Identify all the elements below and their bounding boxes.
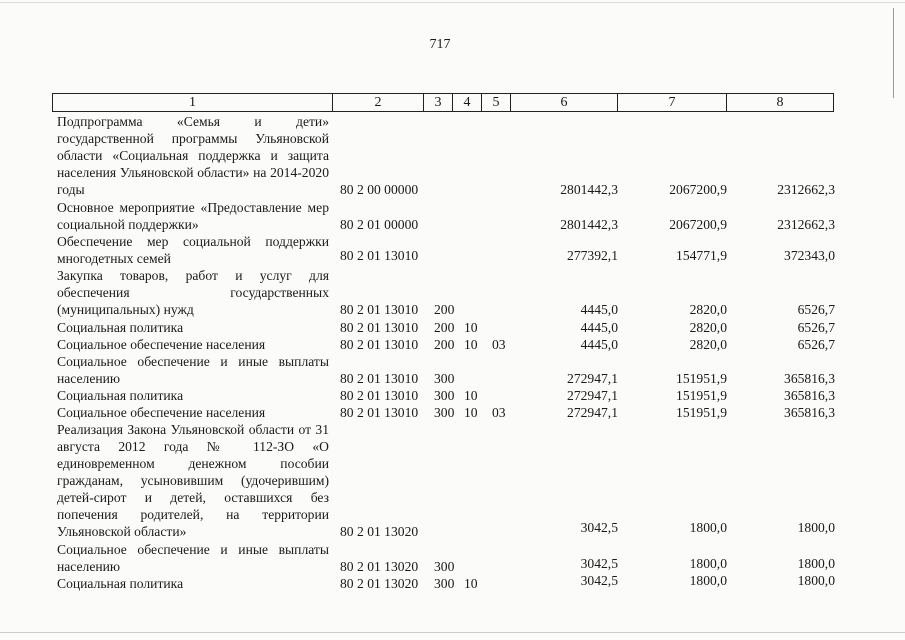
table-row	[0, 541, 905, 575]
table-row	[0, 319, 905, 336]
row-code: 80 2 01 13010	[340, 337, 419, 352]
row-value-col7: 2820,0	[689, 337, 727, 352]
row-value-col8: 6526,7	[797, 320, 835, 335]
header-col-3: 3	[424, 94, 453, 112]
row-name: Обеспечение мер социальной поддержки многодетных семей	[57, 234, 329, 266]
row-value-col6: 2801442,3	[560, 182, 618, 197]
row-value-col7: 1800,0	[689, 520, 727, 535]
row-expense-type: 300	[434, 405, 455, 420]
row-section: 10	[464, 337, 478, 352]
row-name: Социальная политика	[57, 320, 184, 335]
row-code: 80 2 01 13010	[340, 320, 419, 335]
header-col-5: 5	[482, 94, 511, 112]
table-row	[0, 387, 905, 404]
column-number-header	[52, 93, 834, 112]
header-col-8: 8	[727, 94, 834, 112]
row-value-col7: 1800,0	[689, 556, 727, 571]
header-col-4: 4	[453, 94, 482, 112]
row-value-col6: 277392,1	[567, 248, 618, 263]
row-code: 80 2 01 13010	[340, 302, 419, 317]
row-name: Социальное обеспечение и иные выплаты населению	[57, 542, 329, 574]
budget-table-body	[0, 113, 905, 592]
row-value-col8: 1800,0	[797, 520, 835, 535]
row-value-col7: 151951,9	[676, 371, 727, 386]
row-code: 80 2 01 00000	[340, 217, 419, 232]
row-code: 80 2 01 13020	[340, 559, 419, 574]
row-value-col6: 272947,1	[567, 405, 618, 420]
table-row	[0, 575, 905, 592]
table-row	[0, 404, 905, 421]
row-value-col7: 2820,0	[689, 320, 727, 335]
row-name: Социальное обеспечение населения	[57, 337, 266, 352]
header-col-2: 2	[333, 94, 424, 112]
row-value-col8: 365816,3	[784, 405, 835, 420]
scan-edge-right	[893, 8, 894, 98]
row-name: Основное мероприятие «Предоставление мер социальной поддержки»	[57, 200, 329, 232]
header-col-7: 7	[618, 94, 727, 112]
row-value-col7: 2820,0	[689, 302, 727, 317]
table-row	[0, 353, 905, 387]
row-name: Социальная политика	[57, 576, 184, 591]
row-section: 10	[464, 405, 478, 420]
row-expense-type: 200	[434, 337, 455, 352]
row-value-col8: 6526,7	[797, 337, 835, 352]
row-code: 80 2 01 13020	[340, 524, 419, 539]
table-row	[0, 421, 905, 541]
scan-edge-bottom	[0, 632, 905, 633]
row-value-col7: 151951,9	[676, 405, 727, 420]
row-expense-type: 300	[434, 576, 455, 591]
row-code: 80 2 01 13010	[340, 388, 419, 403]
row-name: Закупка товаров, работ и услуг для обеспечения государственных (муниципальных) нужд	[57, 268, 329, 317]
table-row	[0, 336, 905, 353]
row-section: 10	[464, 388, 478, 403]
header-col-6: 6	[511, 94, 618, 112]
row-value-col8: 1800,0	[797, 556, 835, 571]
table-row	[0, 113, 905, 199]
row-name: Реализация Закона Ульяновской области от 31 августа 2012 года № 112-ЗО «О единовременном денежном пособии гражданам, усыновившим (удочерившим) детей-сирот и детей, оставшихся без попечения родителей, на территории Ульяновской области»	[57, 422, 329, 539]
row-name: Социальное обеспечение и иные выплаты населению	[57, 354, 329, 386]
row-value-col8: 2312662,3	[777, 217, 835, 232]
table-row	[0, 233, 905, 267]
row-value-col6: 2801442,3	[560, 217, 618, 232]
row-value-col6: 3042,5	[580, 556, 618, 571]
row-value-col7: 2067200,9	[669, 217, 727, 232]
scan-edge-top	[0, 2, 905, 3]
row-subsection: 03	[492, 405, 506, 420]
table-row	[0, 267, 905, 319]
row-name: Социальное обеспечение населения	[57, 405, 266, 420]
row-value-col7: 151951,9	[676, 388, 727, 403]
row-expense-type: 300	[434, 371, 455, 386]
row-value-col6: 272947,1	[567, 388, 618, 403]
row-value-col6: 4445,0	[580, 337, 618, 352]
row-value-col7: 154771,9	[676, 248, 727, 263]
row-expense-type: 200	[434, 320, 455, 335]
row-expense-type: 300	[434, 388, 455, 403]
row-expense-type: 300	[434, 559, 455, 574]
page-number: 717	[429, 37, 451, 52]
row-section: 10	[464, 576, 478, 591]
row-value-col8: 2312662,3	[777, 182, 835, 197]
table-row	[0, 199, 905, 233]
row-code: 80 2 01 13010	[340, 371, 419, 386]
row-name: Социальная политика	[57, 388, 184, 403]
row-code: 80 2 01 13020	[340, 576, 419, 591]
row-section: 10	[464, 320, 478, 335]
row-value-col8: 372343,0	[784, 248, 835, 263]
row-value-col8: 1800,0	[797, 573, 835, 588]
row-value-col6: 3042,5	[580, 520, 618, 535]
row-value-col6: 272947,1	[567, 371, 618, 386]
row-value-col8: 365816,3	[784, 371, 835, 386]
row-value-col6: 4445,0	[580, 302, 618, 317]
row-value-col6: 4445,0	[580, 320, 618, 335]
row-code: 80 2 00 00000	[340, 182, 419, 197]
row-expense-type: 200	[434, 302, 455, 317]
row-code: 80 2 01 13010	[340, 248, 419, 263]
row-code: 80 2 01 13010	[340, 405, 419, 420]
row-value-col7: 2067200,9	[669, 182, 727, 197]
row-value-col6: 3042,5	[580, 573, 618, 588]
row-value-col8: 6526,7	[797, 302, 835, 317]
row-subsection: 03	[492, 337, 506, 352]
row-value-col8: 365816,3	[784, 388, 835, 403]
row-value-col7: 1800,0	[689, 573, 727, 588]
row-name: Подпрограмма «Семья и дети» государственной программы Ульяновской области «Социальная поддержка и защита населения Ульяновской области» на 2014-2020 годы	[57, 114, 329, 197]
header-col-1: 1	[53, 94, 333, 112]
